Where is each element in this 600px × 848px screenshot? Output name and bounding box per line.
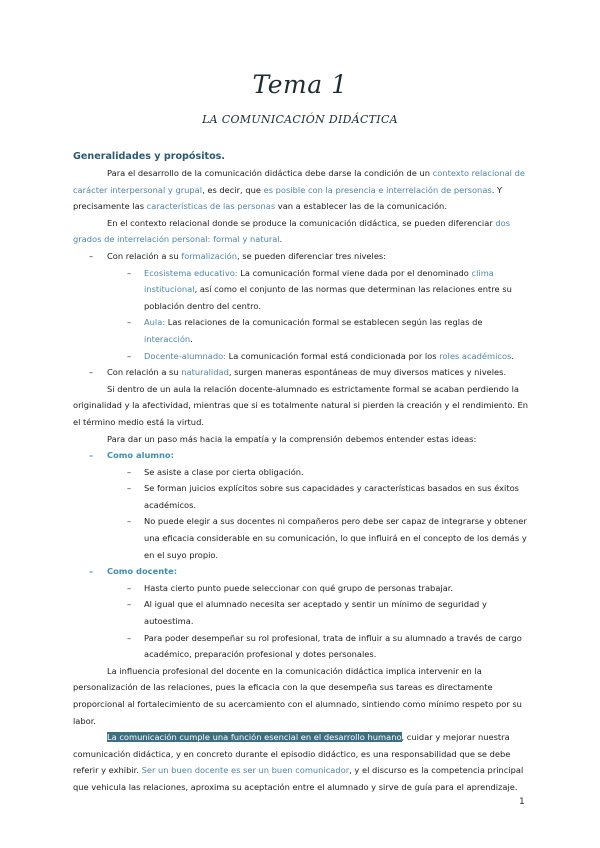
text: Se forman juicios explícitos sobre sus capacidades y características basados en sus éxitos académicos. xyxy=(144,483,519,510)
marked-text: La comunicación cumple una función esencial en el desarrollo humano xyxy=(107,732,402,743)
highlighted-term: roles académicos xyxy=(439,350,512,361)
dash-bullet-icon: – xyxy=(127,317,132,328)
highlighted-term: naturalidad xyxy=(181,367,229,378)
highlighted-term: clima institucional xyxy=(144,267,494,295)
dash-bullet-icon: – xyxy=(127,632,132,643)
docente-heading xyxy=(73,563,529,580)
text: La comunicación formal está condicionada por los xyxy=(225,350,440,361)
list-item xyxy=(73,513,529,563)
page-number: 1 xyxy=(519,797,525,807)
highlighted-term: Docente-alumnado: xyxy=(144,350,226,361)
list-item xyxy=(73,348,529,365)
text: , y el discurso es la competencia principal que vehicula las relaciones, aproxima su aceptación entre el alumnado y sirve de guía para el aprendizaje. xyxy=(73,765,524,792)
paragraph-4: Para dar un paso más hacia la empatía y la comprensión debemos entender estas ideas: xyxy=(107,433,477,444)
highlighted-term: interacción xyxy=(144,333,191,344)
text: Para poder desempeñar su rol profesional, trata de influir a su alumnado a través de cargo académico, preparación profesional y dotes personales. xyxy=(144,632,522,660)
list-item xyxy=(73,314,529,347)
page-title: Tema 1 xyxy=(252,70,348,99)
dash-bullet-icon: – xyxy=(127,483,132,494)
text: , surgen maneras espontáneas de muy diversos matices y niveles. xyxy=(228,367,507,378)
highlighted-term: Ser un buen docente es ser un buen comunicador xyxy=(141,765,350,776)
list-item xyxy=(73,464,529,481)
list-item xyxy=(73,580,529,597)
text: , cuidar y mejorar nuestra comunicación didáctica, y en concreto durante el episodio didáctico, es una responsabilidad que se debe referir y exhibir. xyxy=(73,732,511,776)
dash-bullet-icon: – xyxy=(127,516,132,527)
text: , es decir, que xyxy=(202,184,264,195)
dash-bullet-icon: – xyxy=(89,367,94,378)
dash-bullet-icon: – xyxy=(127,599,132,610)
highlighted-term: formalización xyxy=(181,250,237,261)
text: No puede elegir a sus docentes ni compañeros pero debe ser capaz de integrarse y obtener una eficacia considerable en su comunicación, lo que influirá en el concepto de los demás y en el suyo propio. xyxy=(144,516,527,560)
paragraph-6 xyxy=(73,729,529,795)
paragraph-1 xyxy=(73,165,529,215)
text: . xyxy=(190,333,193,344)
list-item xyxy=(73,596,529,629)
text: Como docente: xyxy=(107,566,178,577)
text: Con relación a su xyxy=(107,250,182,261)
text: Al igual que el alumnado necesita ser aceptado y sentir un mínimo de seguridad y autoestima. xyxy=(144,599,487,627)
page-subtitle: LA COMUNICACIÓN DIDÁCTICA xyxy=(202,113,398,126)
text: Como alumno: xyxy=(107,450,174,461)
text: . xyxy=(511,350,514,361)
text: , se pueden diferenciar tres niveles: xyxy=(236,250,387,261)
dash-bullet-icon: – xyxy=(89,566,94,577)
text: Para el desarrollo de la comunicación didáctica debe darse la condición de un xyxy=(107,168,433,178)
text: . Y precisamente las xyxy=(73,184,503,212)
text: , así como el conjunto de las normas que determinan las relaciones entre su población dentro del centro. xyxy=(144,284,512,311)
dash-bullet-icon: – xyxy=(89,250,94,261)
section-heading: Generalidades y propósitos. xyxy=(73,151,226,162)
list-item xyxy=(73,265,529,315)
highlighted-term: Ecosistema educativo: xyxy=(144,267,238,278)
paragraph-3: Si dentro de un aula la relación docente-alumnado es estrictamente formal se acaban perdiendo la originalidad y la afectividad, mientras que si es totalmente natural si pierden la creación y el rendimiento. En el término medio está la virtud. xyxy=(73,383,529,427)
paragraph-2 xyxy=(73,215,529,248)
text: van a establecer las de la comunicación. xyxy=(275,201,447,212)
highlighted-term: características de las personas xyxy=(146,201,276,212)
highlighted-term: dos grados de interrelación personal: formal y natural xyxy=(73,217,511,245)
dash-bullet-icon: – xyxy=(127,466,132,477)
dash-bullet-icon: – xyxy=(127,350,132,361)
text: Hasta cierto punto puede seleccionar con qué grupo de personas trabajar. xyxy=(144,582,454,593)
dash-bullet-icon: – xyxy=(127,582,132,593)
text: Se asiste a clase por cierta obligación. xyxy=(144,466,304,477)
document-body xyxy=(73,149,529,796)
highlighted-term: Aula: xyxy=(144,317,166,328)
list-item xyxy=(73,364,529,381)
alumno-heading xyxy=(73,447,529,464)
text: En el contexto relacional donde se produce la comunicación didáctica, se pueden diferenciar xyxy=(107,217,496,228)
paragraph-5: La influencia profesional del docente en la comunicación didáctica implica intervenir en la personalización de las relaciones, pues la eficacia con la que desempeña sus tareas es directamente proporcional al fortalecimiento de su acercamiento con el alumnado, sintiendo como mínimo respeto por su labor. xyxy=(73,665,522,726)
text: Las relaciones de la comunicación formal se establecen según las reglas de xyxy=(165,317,483,328)
dash-bullet-icon: – xyxy=(89,450,94,461)
text: . xyxy=(279,234,283,245)
list-item xyxy=(73,248,529,265)
highlighted-term: es posible con la presencia e interrelación de personas xyxy=(263,184,492,195)
list-item xyxy=(73,480,529,513)
highlighted-term: contexto relacional de carácter interpersonal y grupal xyxy=(73,168,525,195)
text: La comunicación formal viene dada por el denominado xyxy=(237,267,472,278)
text: Con relación a su xyxy=(107,367,182,378)
list-item xyxy=(73,630,529,663)
dash-bullet-icon: – xyxy=(127,267,132,278)
